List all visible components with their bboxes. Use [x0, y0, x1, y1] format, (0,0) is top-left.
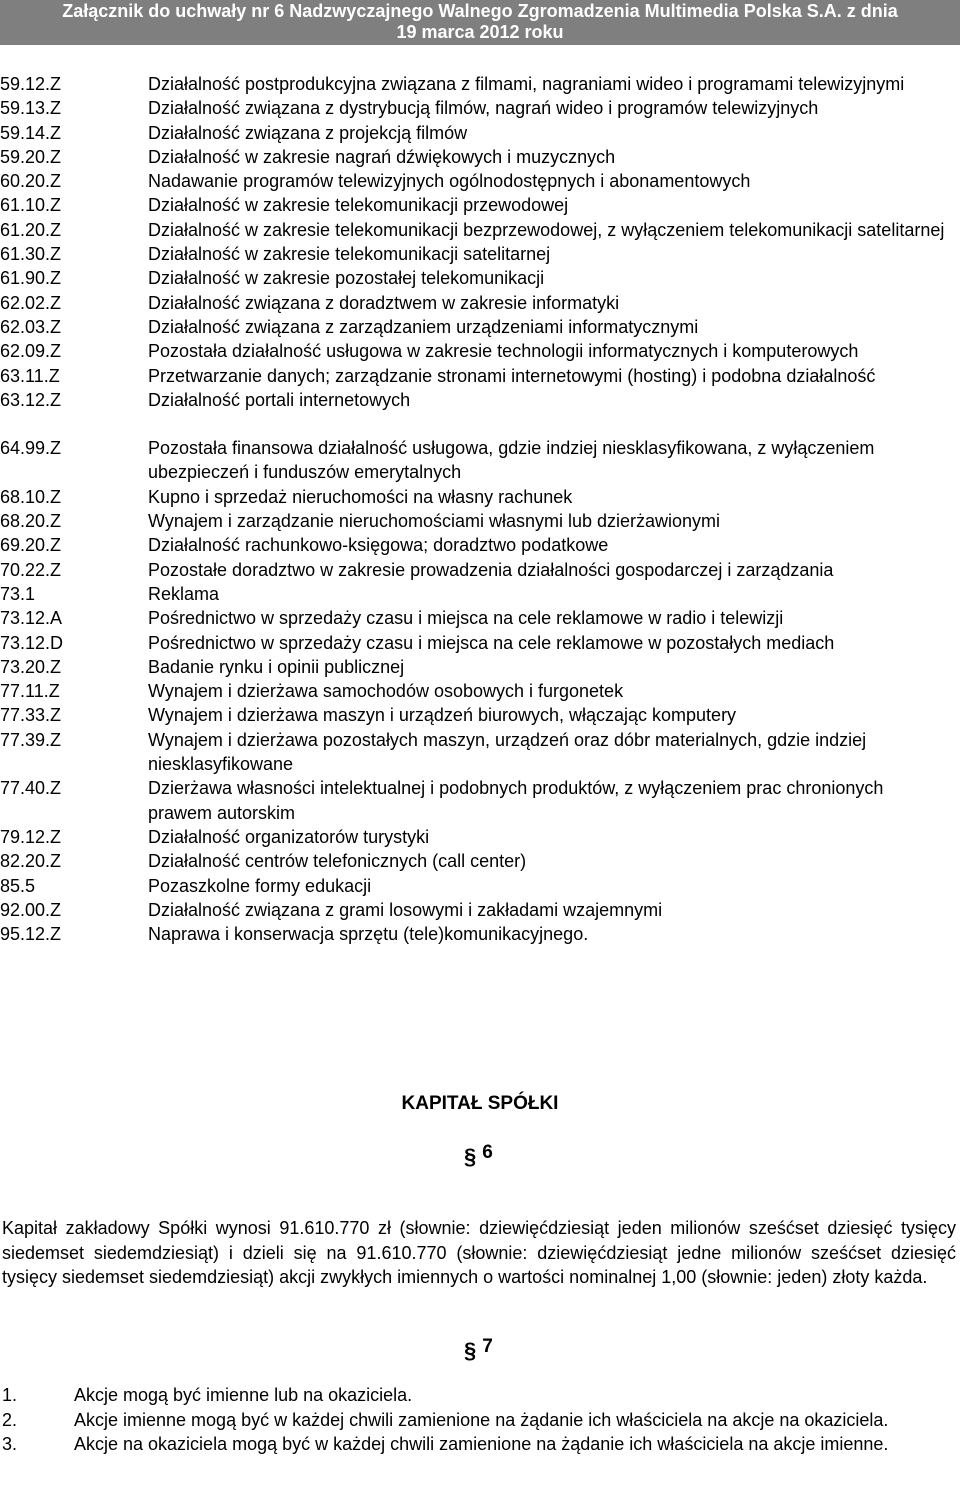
pkd-row [0, 218, 960, 242]
header-title-line-1: Załącznik do uchwały nr 6 Nadzwyczajnego Walnego Zgromadzenia Multimedia Polska S.A. z dnia [62, 1, 898, 21]
pkd-code: 63.11.Z [0, 365, 60, 386]
pkd-description: Działalność w zakresie telekomunikacji przewodowej [148, 195, 569, 216]
pkd-row [0, 922, 960, 946]
pkd-description: Wynajem i dzierżawa samochodów osobowych i furgonetek [148, 681, 624, 702]
pkd-description: Działalność w zakresie nagrań dźwiękowych i muzycznych [148, 146, 616, 167]
pkd-row [0, 509, 960, 533]
pkd-description: Działalność związana z dystrybucją filmów, nagrań wideo i programów telewizyjnych [148, 98, 819, 119]
pkd-row [0, 266, 960, 290]
pkd-row [0, 728, 960, 777]
list-item-text: Akcje mogą być imienne lub na okaziciela. [74, 1385, 413, 1405]
pkd-row [0, 631, 960, 655]
pkd-row [0, 242, 960, 266]
pkd-description: Kupno i sprzedaż nieruchomości na własny rachunek [148, 486, 573, 507]
pkd-row [0, 364, 960, 388]
pkd-description: Działalność postprodukcyjna związana z filmami, nagraniami wideo i programami telewizyjnymi [148, 74, 905, 94]
paragraph-sign: § [464, 1144, 477, 1169]
pkd-code: 73.12.D [0, 632, 64, 653]
pkd-code: 82.20.Z [0, 851, 62, 872]
pkd-row [0, 436, 960, 485]
pkd-description: Pozostała działalność usługowa w zakresie technologii informatycznych i komputerowych [148, 341, 859, 362]
pkd-row [0, 291, 960, 315]
pkd-code: 77.11.Z [0, 681, 60, 702]
pkd-code: 63.12.Z [0, 389, 62, 410]
pkd-code: 85.5 [0, 875, 36, 896]
pkd-row [0, 606, 960, 630]
pkd-code: 59.14.Z [0, 122, 62, 143]
pkd-code: 62.09.Z [0, 341, 62, 362]
paragraph-number: 6 [482, 1142, 493, 1163]
capital-paragraph: Kapitał zakładowy Spółki wynosi 91.610.770 zł (słownie: dziewięćdziesiąt jeden milionów sześćset dziesięć tysięcy siedemset siedemdziesiąt) i dzieli się na 91.610.770 (słownie: dziewięćdziesiąt jedne milionów sześćset dziesięć tysięcy siedemset siedemdziesiąt) akcji zwykłych imiennych o wartości nominalnej 1,00 (słownie: jeden) złoty każda. [2, 1218, 956, 1287]
pkd-row [0, 679, 960, 703]
pkd-description: Nadawanie programów telewizyjnych ogólnodostępnych i abonamentowych [148, 171, 751, 192]
pkd-row [0, 533, 960, 557]
section-title-capital: KAPITAŁ SPÓŁKI [401, 1093, 559, 1114]
pkd-description: Działalność w zakresie telekomunikacji bezprzewodowej, z wyłączeniem telekomunikacji satelitarnej [148, 219, 945, 240]
pkd-row [0, 72, 960, 96]
pkd-row [0, 874, 960, 898]
page-header [0, 0, 960, 45]
paragraph-7-heading [464, 1332, 524, 1363]
list-item [2, 1383, 956, 1408]
pkd-code: 61.10.Z [0, 195, 62, 216]
pkd-description: Działalność związana z doradztwem w zakresie informatyki [148, 292, 620, 313]
pkd-code: 60.20.Z [0, 171, 62, 192]
pkd-code: 59.12.Z [0, 74, 62, 94]
pkd-description: Działalność organizatorów turystyki [148, 826, 430, 847]
pkd-row [0, 703, 960, 727]
pkd-description: Pośrednictwo w sprzedaży czasu i miejsca na cele reklamowe w pozostałych mediach [148, 632, 835, 653]
pkd-code: 77.33.Z [0, 705, 62, 726]
pkd-description: Wynajem i zarządzanie nieruchomościami własnymi lub dzierżawionymi [148, 511, 721, 532]
pkd-code: 61.90.Z [0, 268, 62, 289]
pkd-code: 70.22.Z [0, 559, 62, 580]
list-item-text: Akcje na okaziciela mogą być w każdej chwili zamienione na żądanie ich właściciela na akcje imienne. [74, 1434, 889, 1454]
pkd-description: Pośrednictwo w sprzedaży czasu i miejsca na cele reklamowe w radio i telewizji [148, 608, 784, 629]
list-item-number: 1. [2, 1385, 18, 1405]
pkd-description: Wynajem i dzierżawa pozostałych maszyn, urządzeń oraz dóbr materialnych, gdzie indziej niesklasyfikowane [148, 729, 867, 775]
pkd-code: 95.12.Z [0, 924, 62, 945]
list-item [2, 1408, 956, 1433]
pkd-row [0, 121, 960, 145]
pkd-description: Działalność w zakresie telekomunikacji satelitarnej [148, 244, 551, 265]
pkd-row [0, 388, 960, 412]
pkd-description: Naprawa i konserwacja sprzętu (tele)komunikacyjnego. [148, 924, 589, 945]
pkd-code: 62.02.Z [0, 292, 62, 313]
pkd-description: Pozostałe doradztwo w zakresie prowadzenia działalności gospodarczej i zarządzania [148, 559, 834, 580]
pkd-row [0, 315, 960, 339]
pkd-code: 64.99.Z [0, 438, 62, 459]
pkd-description: Badanie rynku i opinii publicznej [148, 656, 405, 677]
pkd-row [0, 582, 960, 606]
pkd-row [0, 169, 960, 193]
pkd-code: 73.1 [0, 583, 36, 604]
pkd-row [0, 655, 960, 679]
pkd-code: 73.12.A [0, 608, 63, 629]
pkd-code: 69.20.Z [0, 535, 62, 556]
pkd-code: 79.12.Z [0, 826, 62, 847]
pkd-row [0, 193, 960, 217]
pkd-description: Wynajem i dzierżawa maszyn i urządzeń biurowych, włączając komputery [148, 705, 737, 726]
paragraph-number: 7 [482, 1336, 493, 1357]
pkd-row [0, 776, 960, 825]
pkd-description: Działalność rachunkowo-księgowa; doradztwo podatkowe [148, 535, 609, 556]
list-item-number: 3. [2, 1434, 18, 1454]
pkd-row [0, 145, 960, 169]
pkd-code: 61.30.Z [0, 244, 62, 265]
pkd-description: Działalność portali internetowych [148, 389, 411, 410]
pkd-row [0, 96, 960, 120]
pkd-row [0, 898, 960, 922]
paragraph-sign: § [464, 1338, 477, 1363]
pkd-code: 77.40.Z [0, 778, 62, 799]
pkd-code: 68.20.Z [0, 511, 62, 532]
pkd-row [0, 485, 960, 509]
pkd-code: 68.10.Z [0, 486, 62, 507]
pkd-code: 59.20.Z [0, 146, 62, 167]
pkd-description: Pozostała finansowa działalność usługowa, gdzie indziej niesklasyfikowana, z wyłączeniem ubezpieczeń i funduszów emerytalnych [148, 438, 875, 483]
pkd-row [0, 339, 960, 363]
pkd-description: Przetwarzanie danych; zarządzanie stronami internetowymi (hosting) i podobna działalność [148, 365, 876, 386]
pkd-code: 59.13.Z [0, 98, 62, 119]
pkd-description: Reklama [148, 583, 220, 604]
pkd-code: 77.39.Z [0, 729, 62, 750]
pkd-code: 62.03.Z [0, 316, 62, 337]
pkd-row [0, 849, 960, 873]
pkd-code: 73.20.Z [0, 656, 62, 677]
pkd-row [0, 558, 960, 582]
list-item-number: 2. [2, 1409, 18, 1430]
list-item-text: Akcje imienne mogą być w każdej chwili zamienione na żądanie ich właściciela na akcje na okaziciela. [74, 1409, 889, 1430]
pkd-description: Działalność związana z zarządzaniem urządzeniami informatycznymi [148, 316, 699, 337]
header-title-line-2: 19 marca 2012 roku [396, 22, 564, 42]
pkd-activity-list [0, 72, 960, 946]
pkd-code: 61.20.Z [0, 219, 62, 240]
pkd-code: 92.00.Z [0, 899, 62, 920]
pkd-description: Dzierżawa własności intelektualnej i podobnych produktów, z wyłączeniem prac chronionych prawem autorskim [148, 778, 884, 823]
pkd-description: Działalność w zakresie pozostałej telekomunikacji [148, 268, 545, 289]
pkd-row [0, 825, 960, 849]
list-item [2, 1432, 956, 1457]
paragraph-6-heading [464, 1138, 524, 1169]
pkd-description: Działalność związana z grami losowymi i zakładami wzajemnymi [148, 899, 663, 920]
pkd-description: Działalność związana z projekcją filmów [148, 122, 468, 143]
pkd-description: Działalność centrów telefonicznych (call center) [148, 851, 527, 872]
share-rules-list [2, 1383, 956, 1457]
pkd-description: Pozaszkolne formy edukacji [148, 875, 372, 896]
